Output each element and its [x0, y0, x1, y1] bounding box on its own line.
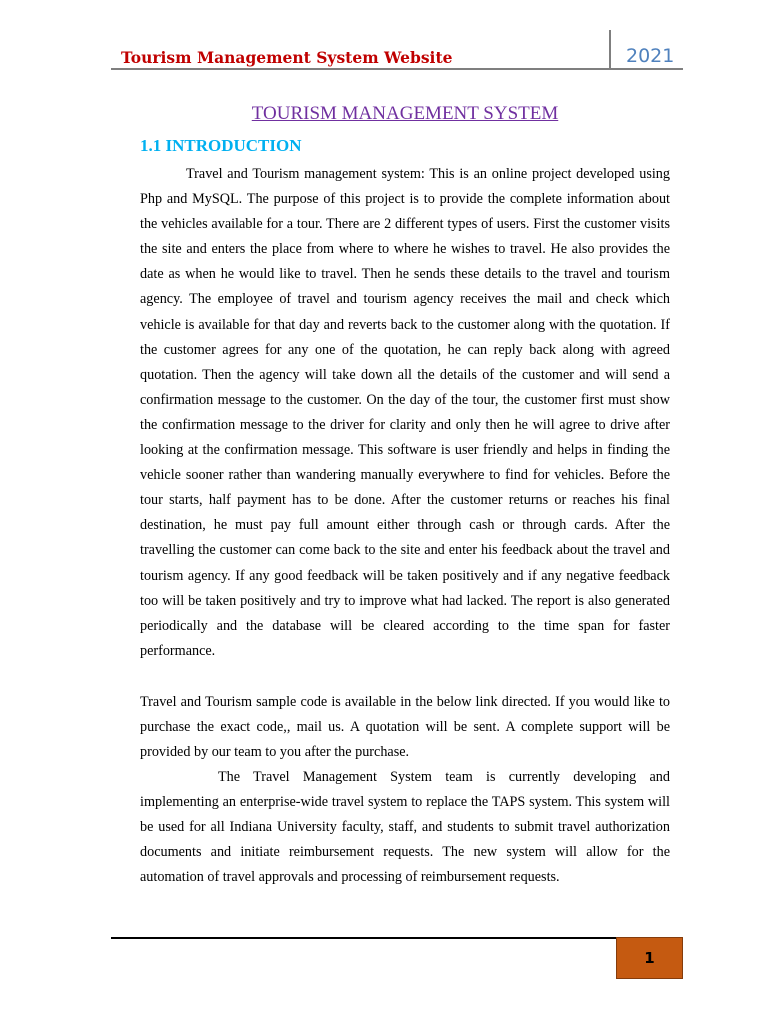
- header-divider-vertical: [609, 30, 611, 70]
- footer-divider: [111, 937, 616, 939]
- document-title: TOURISM MANAGEMENT SYSTEM: [251, 103, 559, 124]
- page-number-box: [616, 937, 683, 979]
- header-divider-horizontal: [111, 68, 683, 70]
- section-heading: 1.1 INTRODUCTION: [140, 136, 302, 155]
- header-title: Tourism Management System Website: [121, 48, 453, 67]
- paragraph-introduction: Travel and Tourism management system: This is an online project developed using Php and MySQL. The purpose of this project is to provide the complete information about the vehicles available for a tour. There are 2 different types of users. First the customer visits the site and enters the place from where to where he wishes to travel. He also provides the date as when he would like to travel. Then he sends these details to the travel and tourism agency. The employee of travel and tourism agency receives the mail and check which vehicle is available for that day and reverts back to the customer along with the quotation. If the customer agrees for any one of the quotation, he can reply back along with agreed quotation. Then the agency will take down all the details of the customer and will send a confirmation message to the customer. On the day of the tour, the customer first must show the confirmation message to the driver for clarity and only then he will agree to drive after looking at the confirmation message. This software is user friendly and helps in finding the vehicle sooner rather than wandering manually everywhere to find for vehicles. Before the tour starts, half payment has to be done. After the customer returns or reaches his final destination, he must pay full amount either through cash or through cards. After the travelling the customer can come back to the site and enter his feedback about the travel and tourism agency. If any good feedback will be taken positively and if any negative feedback too will be taken positively and try to improve what had lacked. The report is also generated periodically and the database will be cleared according to the time span for faster performance.: [140, 166, 670, 659]
- header-year: 2021: [626, 45, 675, 67]
- page-number: 1: [644, 949, 655, 967]
- paragraph-sample-code: Travel and Tourism sample code is available in the below link directed. If you would like to purchase the exact code,, mail us. A quotation will be sent. A complete support will be provided by our team to you after the purchase.: [140, 694, 670, 761]
- paragraph-travel-system: The Travel Management System team is currently developing and implementing an enterprise-wide travel system to replace the TAPS system. This system will be used for all Indiana University faculty, staff, and students to submit travel authorization documents and initiate reimbursement requests. The new system will allow for the automation of travel approvals and processing of reimbursement requests.: [140, 769, 670, 886]
